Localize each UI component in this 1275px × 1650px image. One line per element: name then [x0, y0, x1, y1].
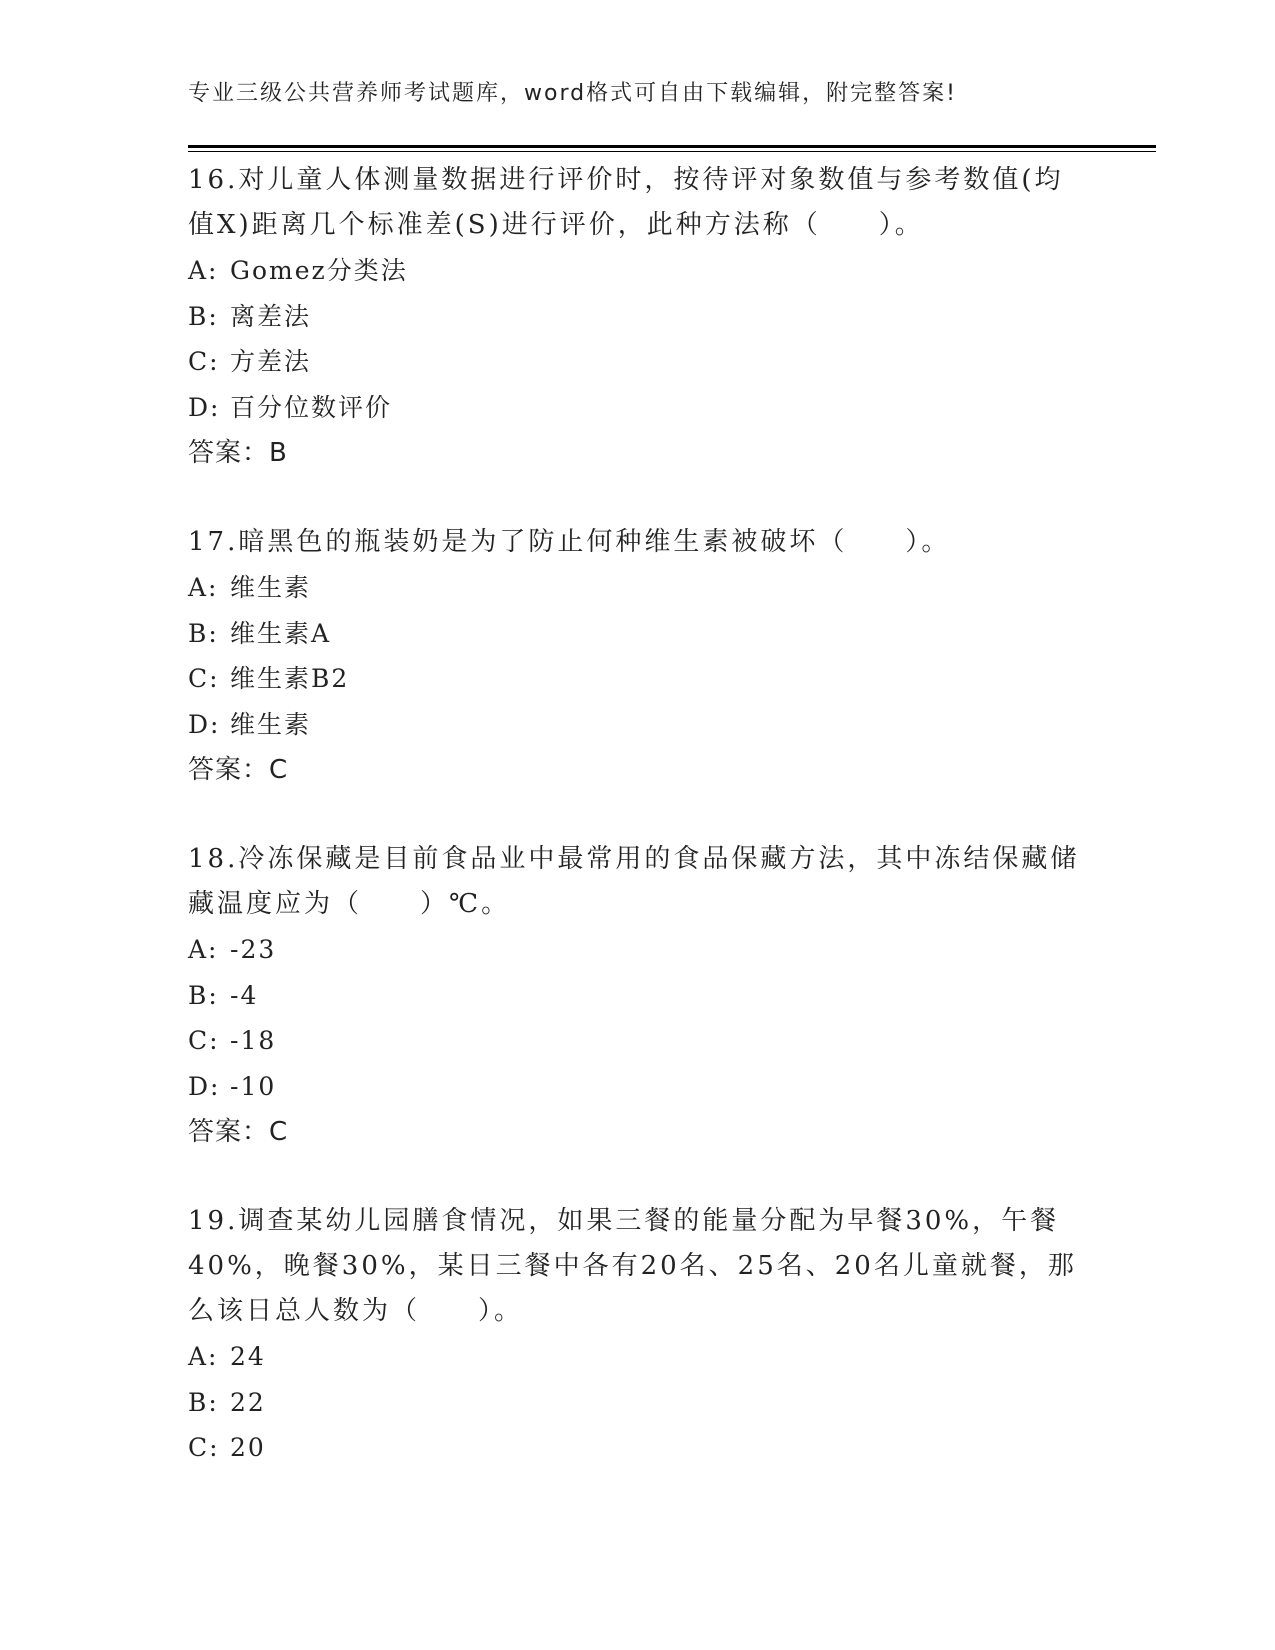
option-a	[188, 927, 1088, 973]
option-text: 维生素	[230, 573, 312, 602]
option-label: B:	[188, 618, 219, 648]
question-stem: 17.暗黑色的瓶装奶是为了防止何种维生素被破坏（ ）。	[188, 527, 951, 557]
option-text: 维生素	[230, 709, 312, 739]
option-text: 维生素A	[230, 618, 332, 648]
option-c	[188, 1425, 1088, 1471]
option-text: 24	[230, 1342, 266, 1371]
page-header: 专业三级公共营养师考试题库，word格式可自由下载编辑，附完整答案!	[188, 81, 957, 106]
option-text: -10	[230, 1071, 277, 1101]
option-label: A:	[188, 935, 219, 964]
option-label: C:	[188, 1026, 220, 1055]
option-label: D:	[188, 1071, 221, 1101]
option-label: C:	[188, 1433, 220, 1462]
option-b	[188, 294, 1088, 340]
option-text: -23	[230, 935, 277, 964]
header-rule-thick	[188, 145, 1156, 148]
option-b	[188, 1380, 1088, 1426]
option-label: B:	[188, 980, 219, 1010]
question-stem: 16.对儿童人体测量数据进行评价时，按待评对象数值与参考数值(均值X)距离几个标准差(S)进行评价，此种方法称（ ）。	[188, 165, 1064, 240]
answer: 答案：C	[188, 1117, 289, 1147]
option-label: B:	[188, 1387, 219, 1417]
option-text: 方差法	[230, 347, 312, 376]
question-16	[188, 158, 1088, 476]
option-text: 20	[230, 1433, 266, 1462]
question-stem: 18.冷冻保藏是目前食品业中最常用的食品保藏方法，其中冻结保藏储藏温度应为（ ）℃。	[188, 844, 1080, 919]
option-b	[188, 973, 1088, 1019]
header-rule-thin	[188, 151, 1156, 152]
question-17	[188, 520, 1088, 793]
option-text: 维生素B2	[230, 664, 350, 693]
option-text: Gomez分类法	[230, 256, 408, 285]
option-d	[188, 385, 1088, 431]
option-label: A:	[188, 573, 219, 602]
answer: 答案：C	[188, 755, 289, 785]
option-text: -18	[230, 1026, 277, 1055]
option-d	[188, 702, 1088, 748]
option-text: 百分位数评价	[230, 392, 393, 422]
option-label: D:	[188, 392, 221, 422]
option-label: C:	[188, 347, 220, 376]
question-19	[188, 1199, 1088, 1471]
option-text: -4	[230, 980, 259, 1010]
option-a	[188, 248, 1088, 294]
option-label: A:	[188, 256, 219, 285]
option-d	[188, 1064, 1088, 1110]
answer: 答案：B	[188, 438, 288, 468]
option-text: 22	[230, 1387, 266, 1417]
option-c	[188, 1018, 1088, 1064]
option-c	[188, 656, 1088, 702]
option-c	[188, 339, 1088, 385]
option-label: A:	[188, 1342, 219, 1371]
option-label: B:	[188, 301, 219, 331]
option-a	[188, 565, 1088, 611]
option-b	[188, 611, 1088, 657]
option-label: C:	[188, 664, 220, 693]
option-label: D:	[188, 709, 221, 739]
option-text: 离差法	[230, 301, 312, 331]
option-a	[188, 1334, 1088, 1380]
question-list	[188, 158, 1088, 1515]
question-stem: 19.调查某幼儿园膳食情况，如果三餐的能量分配为早餐30%，午餐40%，晚餐30%，某日三餐中各有20名、25名、20名儿童就餐，那么该日总人数为（ ）。	[188, 1206, 1077, 1326]
question-18	[188, 837, 1088, 1155]
